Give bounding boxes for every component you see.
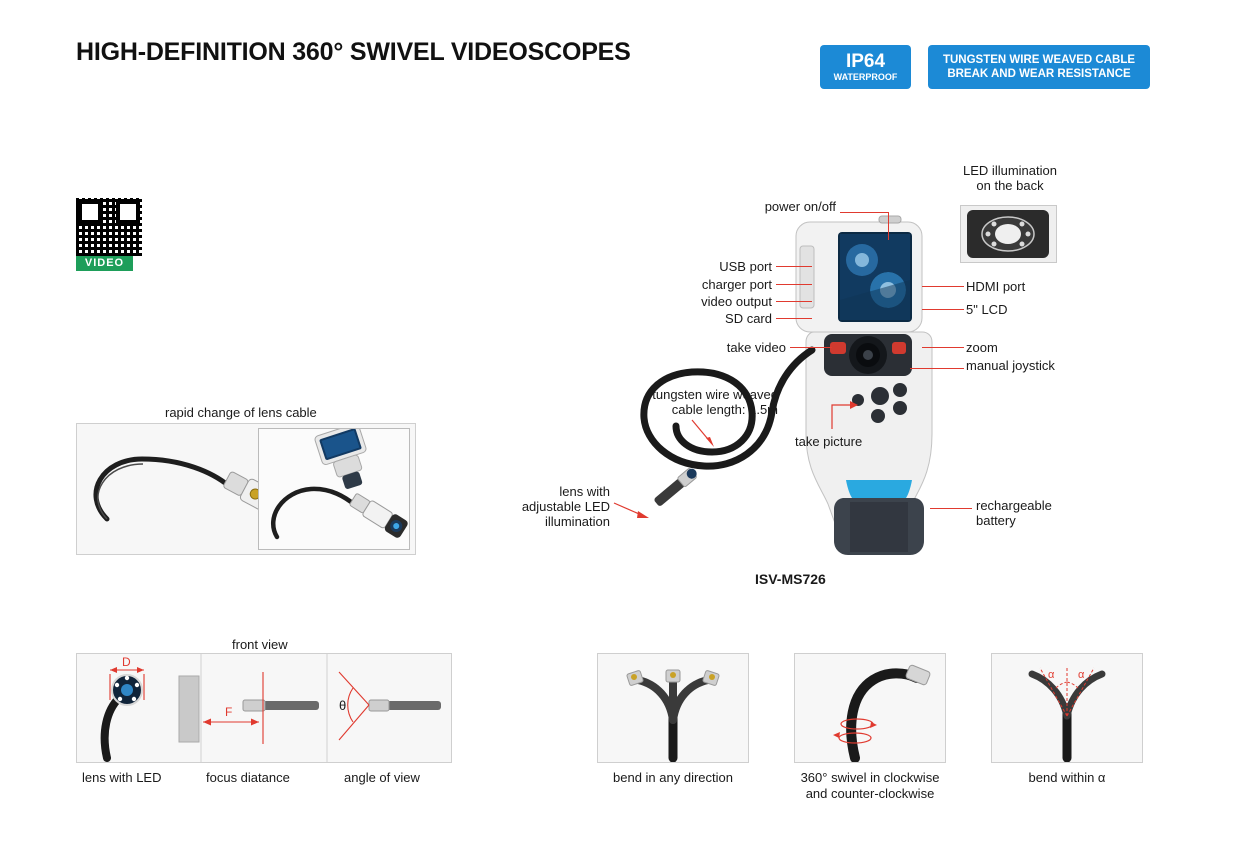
leader-take-video [790,347,832,348]
led-back-photo [960,205,1057,263]
panel-caption-2 [991,770,1143,786]
callout-zoom: zoom [966,340,998,355]
badge-cable-line2: BREAK AND WEAR RESISTANCE [947,68,1131,80]
callout-take-video: take video [726,340,786,355]
badge-ip64-line2: WATERPROOF [833,71,898,82]
leader-lcd [922,309,964,310]
qr-block [76,198,142,271]
led-back-label-line1: LED illumination [963,163,1057,178]
callout-battery-line2: battery [976,513,1016,528]
svg-text:α: α [1048,669,1055,681]
leader-power-v [888,212,889,240]
callout-usb: USB port [719,259,772,274]
badge-ip64 [820,45,911,89]
callout-battery-line1: rechargeable [976,498,1052,513]
badge-cable-resistance [928,45,1150,89]
callout-cable-line2: cable length: 1.5m [671,402,778,417]
bend-alpha-illustration [992,654,1142,762]
front-view-title: front view [232,637,288,652]
device-model-label: ISV-MS726 [755,571,826,587]
page-title: HIGH-DEFINITION 360° SWIVEL VIDEOSCOPES [76,38,631,66]
leader-hdmi [922,286,964,287]
panel-caption-0 [597,770,749,786]
panel-bend-within-alpha [991,653,1143,763]
svg-text:D: D [122,655,131,669]
front-view-caption-2: angle of view [344,770,420,785]
callout-take-picture: take picture [795,434,863,449]
leader-joystick [910,368,964,369]
panel-bend-any-direction [597,653,749,763]
panel-caption-1-line2: and counter-clockwise [805,786,935,801]
leader-cable [690,418,720,450]
callout-lens-line2: adjustable LED [521,499,610,514]
leader-usb [776,266,812,267]
led-back-label [955,163,1065,193]
panel-caption-1-line1: 360° swivel in clockwise [800,770,940,785]
panel-caption-1 [782,770,958,802]
led-back-illustration [961,206,1056,262]
swivel-illustration [795,654,945,762]
svg-text:θ: θ [339,698,347,713]
leader-video-output [776,301,812,302]
callout-charger: charger port [701,277,772,292]
badge-ip64-line1: IP64 [845,50,886,72]
leader-charger [776,284,812,285]
callout-lens-line3: illumination [544,514,610,529]
callout-power: power on/off [764,199,836,214]
badge-cable-line1: TUNGSTEN WIRE WEAVED CABLE [942,54,1136,66]
callout-cable-line1: tungsten wire weaved [652,387,778,402]
leader-power [840,212,888,213]
callout-cable [630,387,778,417]
front-view-diagram [76,653,452,763]
callout-hdmi: HDMI port [966,279,1026,294]
led-back-label-line2: on the back [976,178,1044,193]
leader-take-picture [828,393,860,433]
callout-lcd: 5" LCD [966,302,1008,317]
handheld-unit-illustration [259,429,409,549]
callout-lens-line1: lens with [559,484,610,499]
rapid-change-title: rapid change of lens cable [165,405,317,420]
callout-joystick: manual joystick [966,358,1055,373]
panel-caption-0-line1: bend in any direction [613,770,733,785]
leader-battery [930,508,972,509]
callout-sd-card: SD card [725,311,772,326]
rapid-change-photo-inset [258,428,410,550]
callout-video-output: video output [701,294,772,309]
leader-sd-card [776,318,812,319]
callout-lens [510,484,610,529]
front-view-caption-1: focus diatance [206,770,290,785]
callout-battery [976,498,1052,528]
panel-360-swivel [794,653,946,763]
svg-text:α: α [1078,669,1085,681]
leader-lens [612,497,652,523]
qr-video-label: VIDEO [76,256,133,271]
leader-zoom [922,347,964,348]
qr-code-icon [76,198,142,256]
svg-text:F: F [225,705,233,719]
front-view-illustration [77,654,451,762]
panel-caption-2-line1: bend within α [1028,770,1106,785]
front-view-caption-0: lens with LED [82,770,162,785]
bend-any-direction-illustration [598,654,748,762]
